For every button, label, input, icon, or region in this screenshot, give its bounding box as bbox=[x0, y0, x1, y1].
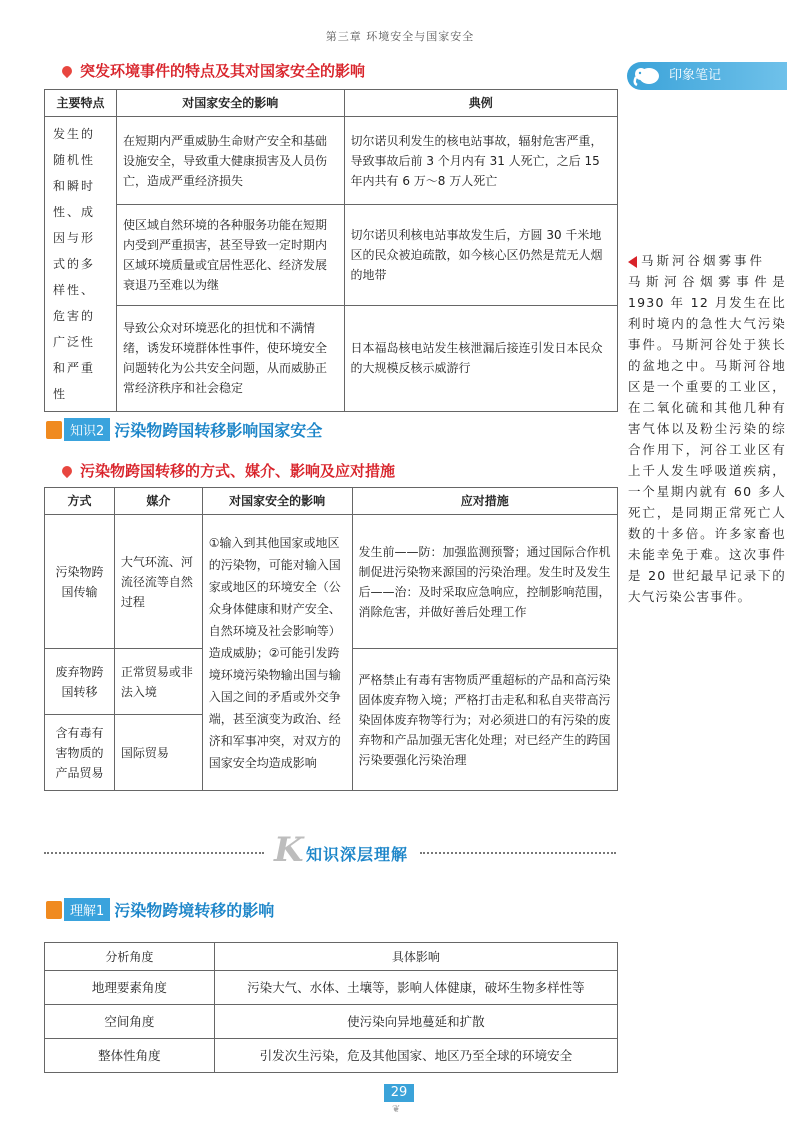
mode-cell: 废弃物跨国转移 bbox=[45, 649, 115, 715]
effect-cell: 引发次生污染，危及其他国家、地区乃至全球的环境安全 bbox=[214, 1039, 617, 1073]
measure-cell: 发生前——防：加强监测预警；通过国际合作机制促进污染物来源国的污染治理。发生时及发生后——治：及时采取应急响应，控制影响范围，消除危害，并做好善后处理工作 bbox=[352, 515, 618, 649]
table-pollutant-transfer bbox=[44, 487, 618, 791]
table-emergency-events bbox=[44, 89, 618, 412]
table-row bbox=[45, 305, 618, 411]
red-leaf-icon bbox=[60, 64, 74, 78]
impact-cell: 导致公众对环境恶化的担忧和不满情绪，诱发环境群体性事件，使环境安全问题转化为公共安全问题，从而威胁正常经济秩序和社会稳定 bbox=[116, 305, 344, 411]
page-number: 29 bbox=[384, 1084, 414, 1102]
page-ornament-icon: ❦ bbox=[392, 1104, 401, 1115]
table-row bbox=[45, 515, 618, 649]
book-icon bbox=[46, 421, 62, 439]
table-row bbox=[45, 117, 618, 205]
note-tab bbox=[627, 62, 787, 90]
col-header: 应对措施 bbox=[352, 488, 618, 515]
table-transfer-impact bbox=[44, 942, 618, 1073]
knowledge2-tag: 知识2 bbox=[64, 418, 110, 441]
deep-understanding-banner bbox=[44, 830, 616, 870]
sidebar-note bbox=[628, 250, 786, 607]
col-header: 主要特点 bbox=[45, 90, 117, 117]
medium-cell: 国际贸易 bbox=[114, 715, 202, 791]
sidebar-body: 马斯河谷烟雾事件是 1930 年 12 月发生在比利时境内的急性大气污染事件。马斯河谷处于狭长的盆地之中。马斯河谷地区是一个重要的工业区，在二氧化硫和其他几种有害气体以及粉尘污染的综合作用下，河谷工业区有上千人发生呼吸道疾病，一个星期内就有 60 多人死亡，是同期正常死亡人数的十多倍。许多家畜也未能幸免于难。这次事件是 20 世纪最早记录下的大气污染公害事件。 bbox=[628, 274, 786, 604]
note-tab-label: 印象笔记 bbox=[669, 68, 722, 83]
dotted-divider bbox=[420, 852, 616, 856]
sidebar-title: 马斯河谷烟雾事件 bbox=[628, 250, 786, 271]
table-header-row bbox=[45, 90, 618, 117]
understand1-bar bbox=[46, 898, 274, 922]
effect-cell: 污染大气、水体、土壤等，影响人体健康，破坏生物多样性等 bbox=[214, 971, 617, 1005]
table-row bbox=[45, 971, 618, 1005]
measure-cell: 严格禁止有毒有害物质严重超标的产品和高污染固体废弃物入境；严格打击走私和私自夹带高污染固体废弃物等行为；对必须进口的有污染的废弃物和产品加强无害化处理；对已经产生的跨国污染要强化污染治理 bbox=[352, 649, 618, 791]
example-cell: 切尔诺贝利发生的核电站事故，辐射危害严重，导致事故后前 3 个月内有 31 人死亡，之后 15 年内共有 6 万～8 万人死亡 bbox=[344, 117, 617, 205]
mode-cell: 含有毒有害物质的产品贸易 bbox=[45, 715, 115, 791]
table-header-row bbox=[45, 488, 618, 515]
table-row bbox=[45, 205, 618, 306]
k-logo: K bbox=[274, 830, 304, 870]
col-header: 对国家安全的影响 bbox=[116, 90, 344, 117]
knowledge2-bar bbox=[46, 418, 322, 442]
effect-cell: 使污染向异地蔓延和扩散 bbox=[214, 1005, 617, 1039]
knowledge2-title: 污染物跨国转移影响国家安全 bbox=[114, 421, 323, 440]
elephant-icon bbox=[633, 65, 661, 87]
section1-heading: 突发环境事件的特点及其对国家安全的影响 bbox=[62, 60, 365, 81]
impact-cell: 在短期内严重威胁生命财产安全和基础设施安全，导致重大健康损害及人员伤亡，造成严重经济损失 bbox=[116, 117, 344, 205]
angle-cell: 地理要素角度 bbox=[45, 971, 215, 1005]
col-header: 对国家安全的影响 bbox=[202, 488, 352, 515]
col-header: 媒介 bbox=[114, 488, 202, 515]
mode-cell: 污染物跨国传输 bbox=[45, 515, 115, 649]
angle-cell: 空间角度 bbox=[45, 1005, 215, 1039]
triangle-marker-icon bbox=[628, 256, 637, 268]
table-header-row bbox=[45, 943, 618, 971]
table-row bbox=[45, 1005, 618, 1039]
angle-cell: 整体性角度 bbox=[45, 1039, 215, 1073]
col-header: 具体影响 bbox=[214, 943, 617, 971]
impact-cell: ①输入到其他国家或地区的污染物，可能对输入国家或地区的环境安全（公众身体健康和财产安全、自然环境及社会影响等）造成威胁；②可能引发跨境环境污染物输出国与输入国之间的矛盾或外交争端，甚至演变为政治、经济和军事冲突，对双方的国家安全均造成影响 bbox=[202, 515, 352, 791]
understand1-title: 污染物跨境转移的影响 bbox=[114, 901, 275, 920]
book-icon bbox=[46, 901, 62, 919]
table-row bbox=[45, 1039, 618, 1073]
example-cell: 日本福岛核电站发生核泄漏后接连引发日本民众的大规模反核示威游行 bbox=[344, 305, 617, 411]
red-leaf-icon bbox=[60, 464, 74, 478]
col-header: 方式 bbox=[45, 488, 115, 515]
main-feature-cell: 发生的随机性和瞬时性、成因与形式的多样性、危害的广泛性和严重性 bbox=[45, 117, 117, 412]
deep-title: 知识深层理解 bbox=[306, 845, 409, 864]
impact-cell: 使区域自然环境的各种服务功能在短期内受到严重损害，甚至导致一定时期内区域环境质量或宜居性恶化、经济发展衰退乃至难以为继 bbox=[116, 205, 344, 306]
medium-cell: 大气环流、河流径流等自然过程 bbox=[114, 515, 202, 649]
chapter-header: 第三章 环境安全与国家安全 bbox=[325, 30, 475, 43]
dotted-divider bbox=[44, 852, 264, 856]
col-header: 分析角度 bbox=[45, 943, 215, 971]
knowledge2-heading: 污染物跨国转移的方式、媒介、影响及应对措施 bbox=[62, 460, 395, 481]
medium-cell: 正常贸易或非法入境 bbox=[114, 649, 202, 715]
understand1-tag: 理解1 bbox=[64, 898, 110, 921]
col-header: 典例 bbox=[344, 90, 617, 117]
example-cell: 切尔诺贝利核电站事故发生后，方圆 30 千米地区的民众被迫疏散，如今核心区仍然是荒无人烟的地带 bbox=[344, 205, 617, 306]
